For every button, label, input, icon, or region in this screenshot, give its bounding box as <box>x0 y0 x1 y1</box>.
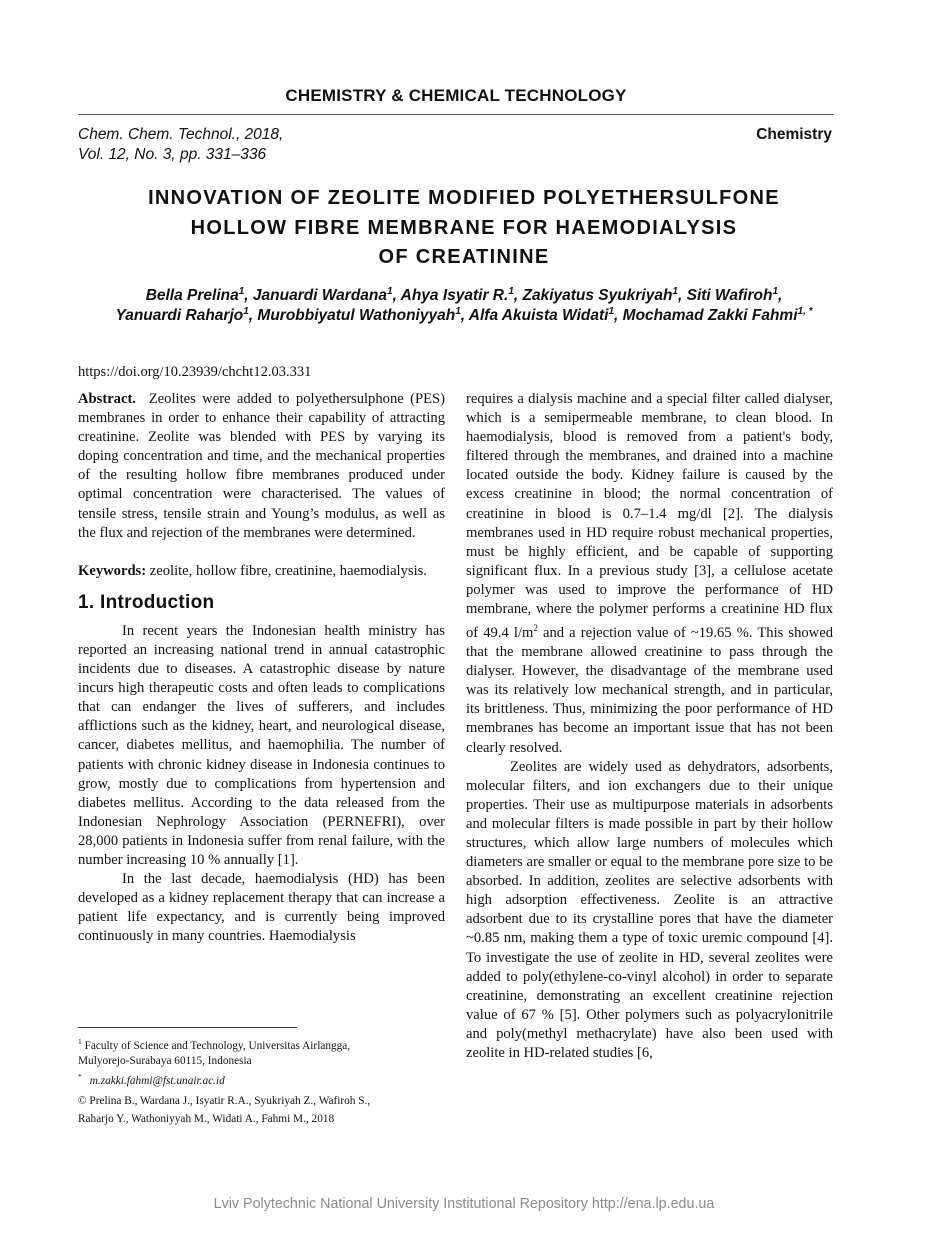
article-title <box>78 184 850 273</box>
author: Bella Prelina$^1$, <box>145 285 253 304</box>
author: Alfa Akuista Widati$^1$, <box>468 305 623 324</box>
author: Zakiyatus Syukriyah$^1$, <box>522 285 687 304</box>
keywords-label: Keywords: <box>78 562 147 579</box>
citation-line-2: Vol. 12, No. 3, pp. 331–336 <box>78 146 267 163</box>
repository-footer: Lviv Polytechnic National University Institutional Repository http://ena.lp.edu.ua <box>213 1196 715 1212</box>
journal-name: CHEMISTRY & CHEMICAL TECHNOLOGY <box>285 86 627 105</box>
copyright: © Prelina B., Wardana J., Isyatir R.A., Syukriyah Z., Wafiroh S., Raharjo Y., Wathoniyyah M., Widati A., Fahmi M., 2018 <box>78 1094 371 1125</box>
right-column <box>466 390 833 1063</box>
journal-citation <box>78 125 283 165</box>
keywords <box>78 562 445 581</box>
abstract-label: Abstract. <box>78 391 136 407</box>
keywords-text: zeolite, hollow fibre, creatinine, haemodialysis. <box>149 562 427 579</box>
author: Januardi Wardana$^1$, <box>252 285 401 304</box>
section-heading-introduction: 1. Introduction <box>78 591 215 613</box>
title-line-3: OF CREATININE <box>378 246 550 268</box>
author-list <box>78 286 850 326</box>
author: Yanuardi Raharjo$^1$, <box>115 305 258 324</box>
intro-paragraph-2: In the last decade, haemodialysis (HD) has been developed as a kidney replacement therapy that can increase a patient life expectancy, and is currently being improved continuously in many countries. Haemodialysis <box>78 871 445 945</box>
left-column <box>78 390 445 946</box>
doi-link[interactable]: https://doi.org/10.23939/chcht12.03.331 <box>78 364 312 380</box>
title-line-2: HOLLOW FIBRE MEMBRANE FOR HAEMODIALYSIS <box>190 216 738 239</box>
author: Ahya Isyatir R.$^1$, <box>400 285 523 304</box>
abstract-text: Zeolites were added to polyethersulphone (PES) membranes in order to enhance their capability of attracting creatinine. Zeolite was blended with PES by varying its doping concentration and time, and the mechanical properties of the resulting hollow fibre membranes produced under optimal concentration were characterised. The values of tensile stress, tensile strain and Young’s modulus, as well as the flux and rejection of the membranes were determined. <box>78 391 445 541</box>
abstract <box>78 390 445 543</box>
corresponding-email: * m.zakki.fahmi@fst.unair.ac.id <box>78 1071 225 1087</box>
affiliation-footnote: $^1$ Faculty of Science and Technology, Universitas Airlangga, <box>78 1037 351 1052</box>
header-divider <box>78 114 834 115</box>
affiliation-address: Mulyorejo-Surabaya 60115, Indonesia <box>78 1054 252 1067</box>
footnote-divider <box>78 1027 297 1028</box>
intro-paragraph-1: In recent years the Indonesian health ministry has reported an increasing national trend in annual catastrophic incidents due to diseases. A catastrophic disease by nature incurs high therapeutic costs and often leads to complications that can endanger the lives of sufferers, and includes afflictions such as the kidney, heart, and neurological disease, cancer, diabetes mellitus, and haemophilia. The number of patients with chronic kidney disease in Indonesia continues to grow, mostly due to complications from hypertension and diabetes mellitus. According to the data released from the Indonesian Nephrology Association (PERNEFRI), over 28,000 patients in Indonesia suffer from renal failure, with the number increasing 10 % annually [1]. <box>78 622 445 868</box>
citation-line-1: Chem. Chem. Technol., 2018, <box>78 126 284 143</box>
email-link[interactable]: m.zakki.fahmi@fst.unair.ac.id <box>89 1074 225 1087</box>
title-line-1: INNOVATION OF ZEOLITE MODIFIED POLYETHERSULFONE <box>148 187 780 209</box>
author: Mochamad Zakki Fahmi$^{1, *}$ <box>622 305 813 324</box>
body-paragraph-1: requires a dialysis machine and a special filter called dialyser, which is a semipermeable membrane, to clean blood. In haemodialysis, blood is removed from a patient's body, filtered through the membranes, and drained into a machine located outside the body. Kidney failure is caused by the excess creatinine in blood; the normal concentration of creatinine in blood is 0.7–1.4 mg/dl [2]. The dialysis membranes used in HD require robust mechanical properties, must be highly efficient, and be capable of supporting significant flux. In a previous study [3], a cellulose acetate polymer was used to improve the performance of HD membrane, where the polymer performs a creatinine HD flux of 49.4 $l/m^2$ and a rejection value of ~19.65 %. This showed that the membrane allowed creatinine to pass through the dialyser. However, the disadvantage of the membrane used was its relatively low mechanical strength, and in particular, its brittleness. Thus, minimizing the poor performance of HD membranes has become an important issue that has not been clearly resolved. <box>466 391 833 756</box>
footnotes <box>78 1034 458 1128</box>
author: Siti Wafiroh$^1$, <box>686 285 783 304</box>
body-paragraph-2: Zeolites are widely used as dehydrators, adsorbents, molecular filters, and ion exchangers due to their unique properties. Their use as multipurpose materials in adsorbents and molecular filters is made possible in part by their hollow structures, which allow large numbers of molecules which diameters are smaller or equal to the membrane pore size to be absorbed. In addition, zeolites are selective adsorbents with high adsorption effectiveness. Zeolite is an attractive adsorbent due to its crystalline pores that have the diameter ~0.85 nm, making them a type of toxic uremic compound [4]. To investigate the use of zeolite in HD, several zeolites were added to poly(ethylene-co-vinyl alcohol) in order to separate creatinine, demonstrating an excellent creatinine rejection value of 67 % [5]. Other polymers such as polyacrylonitrile and poly(methyl methacrylate) have also been used with zeolite in HD-related studies [6, <box>466 758 833 1062</box>
section-tag: Chemistry <box>756 126 832 143</box>
author: Murobbiyatul Wathoniyyah$^1$, <box>257 305 469 324</box>
